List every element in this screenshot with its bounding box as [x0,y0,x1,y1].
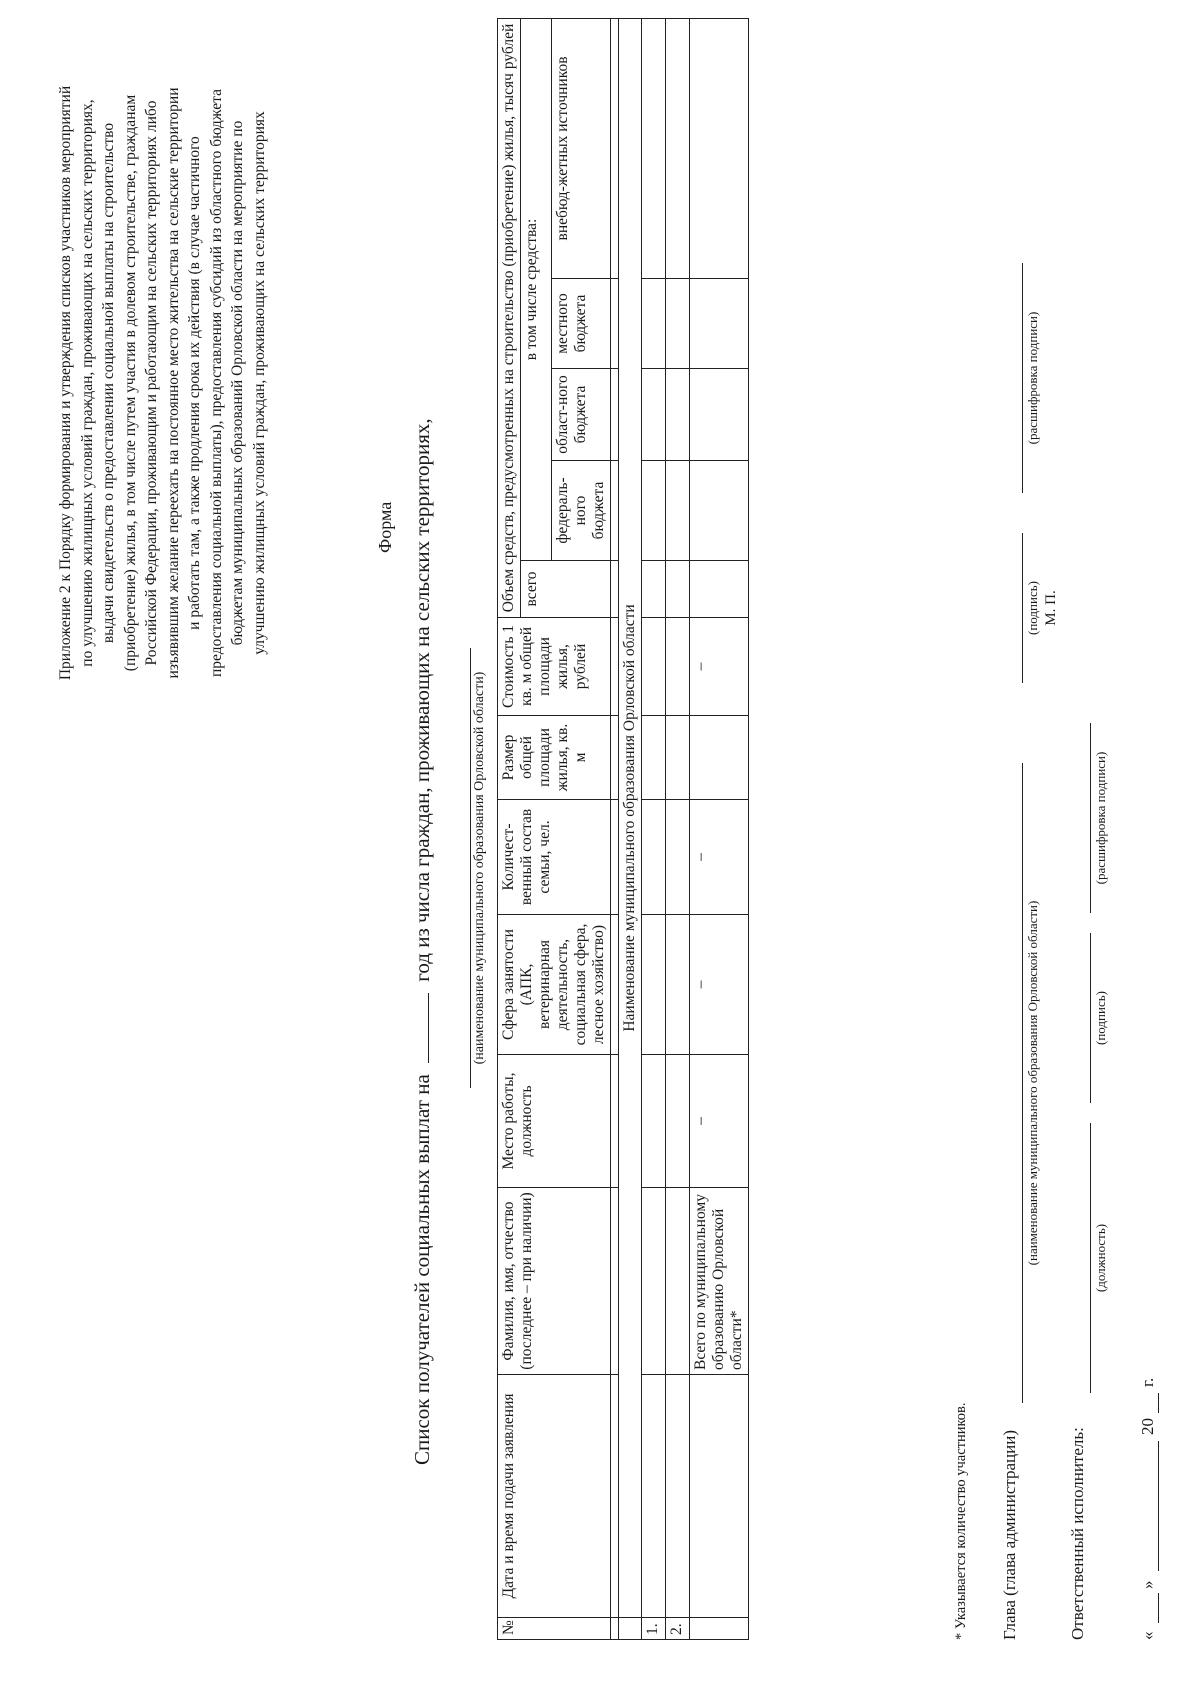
date-open-quote: « [1138,1631,1157,1640]
head-org-caption: (наименование муниципального образования Орловской области) [1025,900,1040,1266]
col-num: № [498,1618,611,1640]
col-extrabudget: внебюд-жетных источников [552,18,611,278]
recipients-table [497,18,749,1640]
table-row [642,18,666,1639]
executor-label: Ответственный исполнитель: [1068,1427,1087,1640]
header-row-1 [498,18,521,1639]
col-total: всего [521,561,611,618]
day-blank [1158,1593,1159,1623]
title-part-2: год из числа граждан, проживающих на сельских территориях, [410,418,434,982]
col-incl: в том числе средства: [521,18,552,560]
col-cost: Стоимость 1 кв. м общей площади жилья, рублей [498,618,611,716]
appendix-line: бюджетам муниципальных образований Орловской области на мероприятие по [229,120,246,646]
col-work: Место работы, должность [498,1055,611,1188]
appendix-line: выдачи свидетельств о предоставлении социальной выплаты на строительство [100,122,117,644]
head-sign-line [1022,533,1023,683]
appendix-line: (приобретение) жилья, в том числе путем участия в долевом строительстве, гражданам [121,94,139,672]
section-row [619,18,642,1639]
executor-decode-line [1090,723,1091,913]
appendix-line: улучшению жилищных условий граждан, проживающих на сельских территориях [250,111,268,655]
col-family: Количест-венный состав семьи, чел. [498,800,611,915]
appendix-line: Приложение 2 к Порядку формирования и утверждения списков участников мероприятий [57,85,74,681]
col-sphere: Сфера занятости (АПК, ветеринарная деятельность, социальная сфера, лесное хозяйство) [498,915,611,1055]
head-label: Глава (глава администрации) [1000,1429,1019,1640]
year-suffix: г. [1138,1377,1157,1387]
col-local: местного бюджета [552,279,611,369]
row-number: 1. [642,1618,666,1640]
appendix-line: Российской Федерации, проживающим и работающим на сельских территориях либо [143,100,160,666]
month-blank [1158,1441,1159,1571]
row-number: 2. [666,1618,690,1640]
dash-cell: – [690,915,749,1055]
position-caption: (должность) [1093,1223,1108,1293]
dash-cell: – [690,1055,749,1188]
table-spacer-row [611,18,619,1639]
footnote: * Указывается количество участников. [953,1402,969,1640]
executor-sign-line [1090,933,1091,1103]
dash-cell: – [690,618,749,716]
year-prefix: 20 [1138,1418,1157,1435]
year-blank [427,993,429,1063]
appendix-header [55,53,270,713]
year-blank-line [1158,1393,1159,1413]
municipality-caption: (наименование муниципального образования Орловской области) [472,671,487,1065]
executor-sign-caption: (подпись) [1093,991,1108,1045]
position-line [1090,1123,1091,1393]
date-close-quote: » [1138,1580,1157,1589]
title-part-1: Список получателей социальных выплат на [410,1074,434,1465]
list-title [410,418,435,1465]
col-volume: Объем средств, предусмотренных на строительство (приобретение) жилья, тысяч рублей [498,18,521,617]
col-area: Размер общей площади жилья, кв. м [498,716,611,800]
appendix-line: изъявившим желание переехать на постоянное место жительства на сельские территории [164,87,182,679]
col-date: Дата и время подачи заявления [498,1375,611,1618]
appendix-line: предоставления социальной выплаты), предоставления субсидий из областного бюджета [207,88,225,678]
section-title: Наименование муниципального образования Орловской области [619,18,642,1617]
dash-cell: – [690,800,749,915]
appendix-line: и работать там, а также продления срока их действия (в случае частичного [186,136,203,630]
head-decode-line [1022,263,1023,493]
head-sign-caption: (подпись) [1025,581,1040,635]
appendix-line: по улучшению жилищных условий граждан, проживающих на сельских территориях, [78,99,96,667]
total-row [690,18,749,1639]
executor-decode-caption: (расшифровка подписи) [1093,751,1108,885]
seal-mark: М. П. [1043,590,1059,626]
head-decode-caption: (расшифровка подписи) [1025,311,1040,445]
municipality-blank-line [470,648,471,1088]
head-org-line [1022,763,1023,1403]
total-label: Всего по муниципальному образованию Орловской области* [690,1188,749,1375]
col-federal: федераль-ного бюджета [552,461,611,561]
col-regional: област-ного бюджета [552,369,611,461]
table-row [666,18,690,1639]
form-label: Форма [375,501,395,553]
col-fio: Фамилия, имя, отчество (последнее – при наличии) [498,1188,611,1375]
